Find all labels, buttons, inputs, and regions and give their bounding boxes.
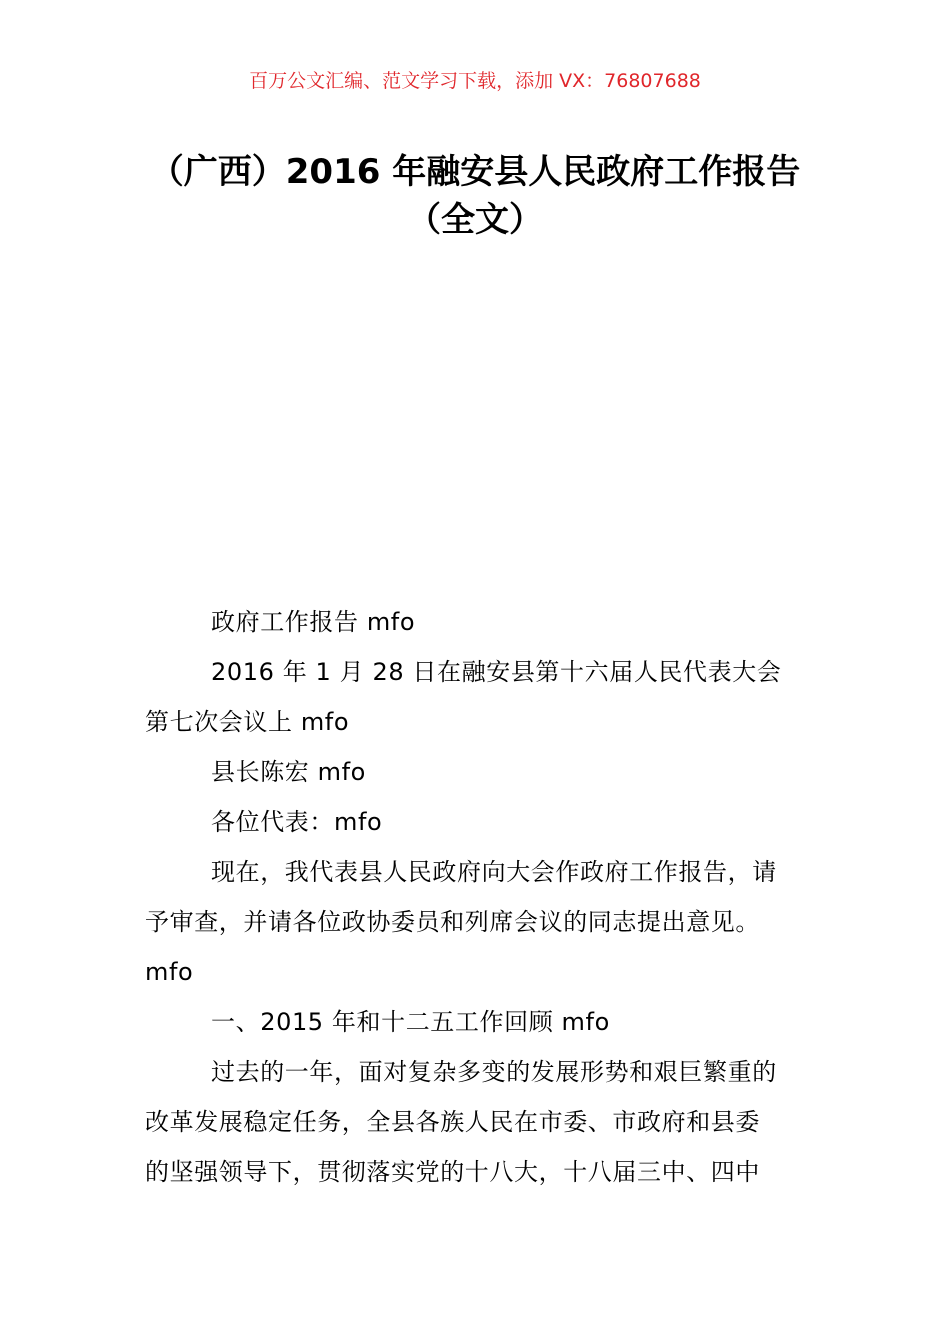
body-line: 各位代表：mfo xyxy=(211,808,383,836)
body-line: 过去的一年，面对复杂多变的发展形势和艰巨繁重的 xyxy=(211,1058,777,1086)
title-line-2: （全文） xyxy=(407,200,543,240)
document-body xyxy=(145,597,835,1197)
body-line: 第七次会议上 mfo xyxy=(145,708,350,736)
body-line: 政府工作报告 mfo xyxy=(211,608,416,636)
body-line: 改革发展稳定任务，全县各族人民在市委、市政府和县委 xyxy=(145,1108,760,1136)
watermark-header: 百万公文汇编、范文学习下载，添加 VX：76807688 xyxy=(249,70,701,92)
body-line: 2016 年 1 月 28 日在融安县第十六届人民代表大会 xyxy=(211,658,782,686)
body-line: mfo xyxy=(145,958,194,986)
body-line: 现在，我代表县人民政府向大会作政府工作报告，请 xyxy=(211,858,777,886)
title-line-1: （广西）2016 年融安县人民政府工作报告 xyxy=(149,152,801,192)
body-line: 予审查，并请各位政协委员和列席会议的同志提出意见。 xyxy=(145,908,760,936)
body-line: 的坚强领导下，贯彻落实党的十八大，十八届三中、四中 xyxy=(145,1158,760,1186)
body-line: 县长陈宏 mfo xyxy=(211,758,366,786)
body-line: 一、2015 年和十二五工作回顾 mfo xyxy=(211,1008,610,1036)
document-title xyxy=(0,148,950,244)
